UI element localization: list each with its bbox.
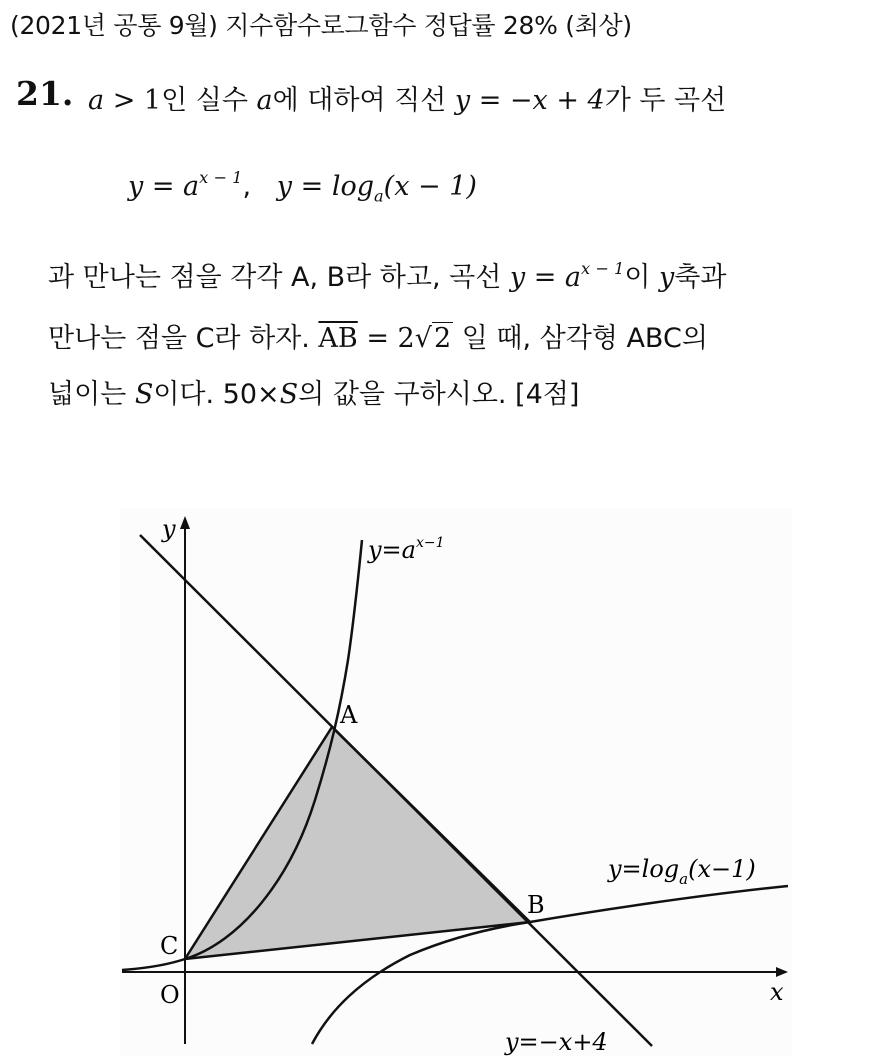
question-number: 21. xyxy=(16,74,74,113)
text: 일 때, 삼각형 ABC의 xyxy=(453,323,708,354)
log-curve-label-base: y=log xyxy=(608,855,680,883)
var-S: S xyxy=(134,379,154,410)
y-axis-label: y xyxy=(162,515,176,543)
exp-curve-formula: y = a xyxy=(128,171,200,202)
text: 가 두 곡선 xyxy=(604,85,727,116)
text: 축과 xyxy=(674,262,727,293)
exp-curve-formula: y = a xyxy=(509,262,582,293)
text: 인 실수 xyxy=(161,85,257,116)
log-curve-label-arg: (x−1) xyxy=(688,855,756,883)
exp-curve-label-sup: x−1 xyxy=(415,535,445,551)
text: 에 대하여 직선 xyxy=(272,85,455,116)
log-curve-label-sub: a xyxy=(679,870,689,888)
page-header: (2021년 공통 9월) 지수함수로그함수 정답률 28% (최상) xyxy=(10,11,632,40)
log-argument: (x − 1) xyxy=(383,171,477,202)
var-y: y xyxy=(659,262,675,293)
sqrt-radicand: 2 xyxy=(433,323,452,354)
point-B-label: B xyxy=(527,891,545,919)
origin-label: O xyxy=(160,981,180,1009)
text: 만나는 점을 C라 하자. xyxy=(48,323,319,354)
log-curve-formula: y = log xyxy=(276,171,374,202)
math-text: = 2 xyxy=(357,323,415,354)
text: 의 값을 구하시오. [4점] xyxy=(298,379,580,410)
x-axis-label: x xyxy=(770,978,784,1006)
text: 넓이는 xyxy=(48,379,135,410)
text: 이 xyxy=(624,262,659,293)
point-A-label: A xyxy=(340,701,358,729)
exp-curve-label-base: y=a xyxy=(368,536,416,564)
separator: , xyxy=(242,171,277,202)
text: 과 만나는 점을 각각 A, B라 하고, 곡선 xyxy=(48,262,510,293)
var-a: a xyxy=(256,85,273,116)
exp-exponent: x − 1 xyxy=(581,259,625,278)
line-equation: y = −x + 4 xyxy=(454,85,605,116)
figure-background xyxy=(120,508,792,1056)
var-S: S xyxy=(279,379,299,410)
log-base: a xyxy=(374,186,384,206)
math-text: > 1 xyxy=(104,85,162,116)
point-C-label: C xyxy=(160,932,179,960)
var-a: a xyxy=(88,85,105,116)
line-label: y=−x+4 xyxy=(505,1028,608,1056)
sqrt-sign: √ xyxy=(414,323,432,354)
exp-exponent: x − 1 xyxy=(199,168,243,187)
segment-AB: $\overline{AB}$ xyxy=(318,323,358,354)
text: 이다. 50× xyxy=(153,379,280,410)
